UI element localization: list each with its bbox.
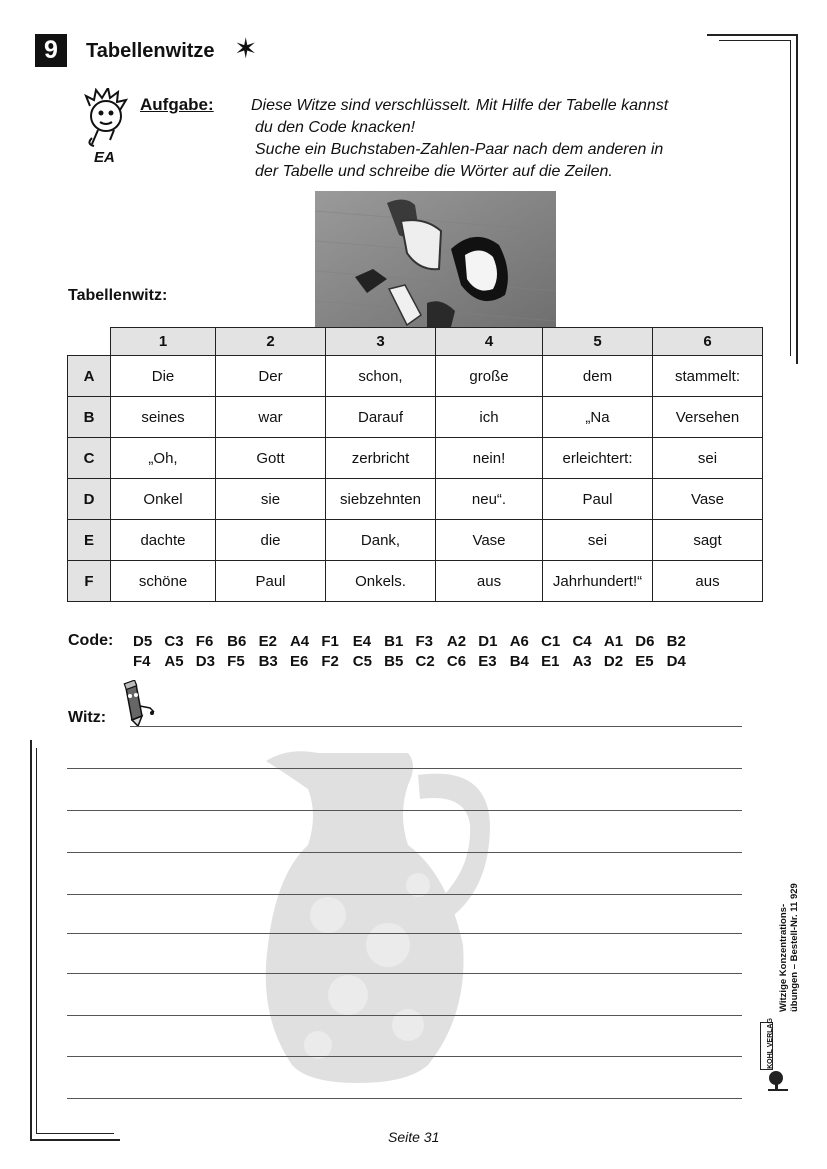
writing-line <box>67 852 742 853</box>
code-pair: E5 <box>635 653 654 670</box>
table-row <box>68 479 763 520</box>
code-pair: E2 <box>258 633 277 650</box>
table-cell: war <box>216 397 326 438</box>
frame-line-top <box>707 34 797 36</box>
task-line-1: Diese Witze sind verschlüsselt. Mit Hilfe der Tabelle kannst <box>251 97 669 114</box>
page-number: Seite 31 <box>388 1129 440 1145</box>
frame-line-right <box>796 34 798 364</box>
table-cell: Onkels. <box>326 561 436 602</box>
code-pair: B5 <box>384 653 404 670</box>
table-header-row <box>68 328 763 356</box>
row-header: B <box>68 397 111 438</box>
page-title: Tabellenwitze <box>86 40 215 62</box>
writing-line <box>130 726 742 727</box>
task-line-3: Suche ein Buchstaben-Zahlen-Paar nach dem anderen in <box>255 141 664 158</box>
table-cell: schon, <box>326 356 436 397</box>
col-header: 1 <box>111 328 216 356</box>
exercise-number: 9 <box>35 34 67 67</box>
col-header: 5 <box>543 328 653 356</box>
col-header: 6 <box>653 328 763 356</box>
code-pair: B3 <box>258 653 278 670</box>
publisher-info-line-1: Witzige Konzentrations- <box>778 903 789 1012</box>
table-cell: dachte <box>111 520 216 561</box>
code-pair: C3 <box>164 633 184 650</box>
code-pair: B6 <box>227 633 247 650</box>
table-cell: sei <box>653 438 763 479</box>
table-cell: „Na <box>543 397 653 438</box>
task-line-4: der Tabelle und schreibe die Wörter auf die Zeilen. <box>255 163 613 180</box>
code-label: Code: <box>68 632 114 649</box>
code-pair: F3 <box>415 633 434 650</box>
table-cell: nein! <box>436 438 543 479</box>
code-pair: C4 <box>572 633 592 650</box>
table-row <box>68 561 763 602</box>
table-cell: dem <box>543 356 653 397</box>
table-label: Tabellenwitz: <box>68 287 168 304</box>
code-pair: E6 <box>289 653 309 670</box>
code-pair: B1 <box>384 633 404 650</box>
code-pair: F2 <box>321 653 339 670</box>
table-cell: seines <box>111 397 216 438</box>
frame-line-bottom-inner <box>36 1133 114 1134</box>
table-cell: ich <box>436 397 543 438</box>
difficulty-star-icon: ✶ <box>234 33 258 64</box>
code-pair: E1 <box>541 653 560 670</box>
table-cell: Paul <box>543 479 653 520</box>
table-row <box>68 356 763 397</box>
table-cell: Versehen <box>653 397 763 438</box>
task-label: Aufgabe: <box>140 95 214 114</box>
publisher-logo <box>760 1018 774 1070</box>
table-cell: Gott <box>216 438 326 479</box>
table-cell: Jahrhundert!“ <box>543 561 653 602</box>
code-pair: C6 <box>446 653 467 670</box>
table-cell: siebzehnten <box>326 479 436 520</box>
writing-line <box>67 1098 742 1099</box>
frame-line-top-inner <box>719 40 791 41</box>
task-instructions <box>251 95 741 183</box>
table-cell: Darauf <box>326 397 436 438</box>
table-cell: aus <box>436 561 543 602</box>
publisher-logo-text: KOHL VERLAG <box>766 1018 774 1069</box>
code-pair: B4 <box>509 653 529 670</box>
code-pair: C5 <box>352 653 372 670</box>
task-line-2: du den Code knacken! <box>255 119 416 136</box>
table-cell: schöne <box>111 561 216 602</box>
table-cell: Vase <box>436 520 543 561</box>
frame-line-bottom <box>30 1139 120 1141</box>
table-cell: Vase <box>653 479 763 520</box>
frame-line-right-inner <box>790 40 791 356</box>
code-line-2 <box>133 653 698 670</box>
code-pair: D2 <box>603 653 624 670</box>
row-header: E <box>68 520 111 561</box>
code-pair: D6 <box>635 633 655 650</box>
code-pair: D4 <box>666 653 686 670</box>
row-header: A <box>68 356 111 397</box>
code-pair: F1 <box>321 633 339 650</box>
code-pair: B2 <box>666 633 686 650</box>
col-header: 4 <box>436 328 543 356</box>
writing-line <box>67 1056 742 1057</box>
frame-line-left-inner <box>36 748 37 1134</box>
table-row <box>68 438 763 479</box>
publisher-info <box>778 883 800 1012</box>
writing-line <box>67 1015 742 1016</box>
table-cell: Die <box>111 356 216 397</box>
code-pair: F6 <box>195 633 214 650</box>
row-header: D <box>68 479 111 520</box>
code-line-1 <box>133 633 698 650</box>
code-pair: F5 <box>227 653 245 670</box>
table-cell: sei <box>543 520 653 561</box>
mascot-boy-icon <box>80 88 132 166</box>
table-cell: aus <box>653 561 763 602</box>
table-row <box>68 520 763 561</box>
row-header: F <box>68 561 111 602</box>
table-cell: die <box>216 520 326 561</box>
row-header: C <box>68 438 111 479</box>
writing-line <box>67 973 742 974</box>
table-cell: Onkel <box>111 479 216 520</box>
table-cell: große <box>436 356 543 397</box>
writing-line <box>67 894 742 895</box>
code-pair: A5 <box>164 653 184 670</box>
table-cell: Der <box>216 356 326 397</box>
code-pair: A1 <box>603 633 624 650</box>
code-pair: A6 <box>509 633 529 650</box>
code-pair: A2 <box>446 633 467 650</box>
table-cell: Dank, <box>326 520 436 561</box>
writing-line <box>67 810 742 811</box>
tree-logo-icon <box>766 1068 790 1092</box>
code-pair: E3 <box>478 653 497 670</box>
table-cell: zerbricht <box>326 438 436 479</box>
code-pair: D1 <box>478 633 498 650</box>
code-table <box>67 327 763 602</box>
table-row <box>68 397 763 438</box>
code-pair: D5 <box>133 633 153 650</box>
writing-line <box>67 933 742 934</box>
code-pair: D3 <box>195 653 215 670</box>
mascot-label: EA <box>94 149 115 166</box>
table-cell: sie <box>216 479 326 520</box>
col-header: 3 <box>326 328 436 356</box>
table-cell: neu“. <box>436 479 543 520</box>
code-pair: A3 <box>572 653 592 670</box>
pencil-mascot-icon <box>116 680 156 730</box>
table-corner <box>68 328 111 356</box>
publisher-info-line-2: übungen – Bestell-Nr. 11 929 <box>789 883 800 1012</box>
table-cell: erleichtert: <box>543 438 653 479</box>
table-cell: Paul <box>216 561 326 602</box>
code-pair: A4 <box>289 633 310 650</box>
jug-watermark <box>258 745 493 1085</box>
table-cell: sagt <box>653 520 763 561</box>
table-cell: „Oh, <box>111 438 216 479</box>
col-header: 2 <box>216 328 326 356</box>
code-pair: E4 <box>352 633 372 650</box>
writing-line <box>67 768 742 769</box>
frame-line-left <box>30 740 32 1140</box>
code-pair: C2 <box>415 653 435 670</box>
code-pair: C1 <box>541 633 561 650</box>
code-pair: F4 <box>133 653 151 670</box>
table-cell: stammelt: <box>653 356 763 397</box>
broken-vase-photo <box>315 191 556 327</box>
witz-label: Witz: <box>68 709 107 726</box>
